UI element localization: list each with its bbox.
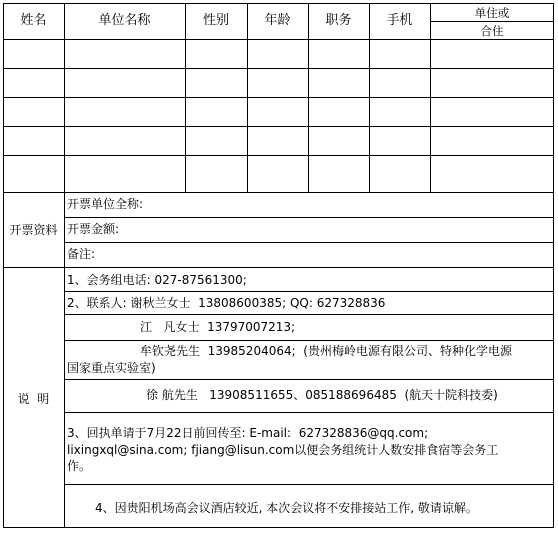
col-divider bbox=[369, 3, 370, 192]
notes-divider bbox=[64, 379, 554, 380]
col-divider bbox=[247, 3, 248, 192]
header-age: 年龄 bbox=[264, 13, 291, 28]
note-contact-xie: 2、联系人: 谢秋兰女士 13808600385; QQ: 627328836 bbox=[67, 296, 386, 310]
table-bottom-divider bbox=[3, 192, 554, 193]
row-divider bbox=[3, 126, 554, 127]
row-divider bbox=[3, 155, 554, 156]
border-right bbox=[553, 3, 554, 528]
notes-divider bbox=[64, 484, 554, 485]
header-position: 职务 bbox=[325, 13, 352, 28]
note-return-line3: 作。 bbox=[67, 459, 92, 473]
invoice-amount-label: 开票金额: bbox=[67, 222, 120, 236]
header-room-top: 单住或 bbox=[474, 6, 510, 20]
header-name: 姓名 bbox=[20, 13, 47, 28]
header-mobile: 手机 bbox=[386, 13, 413, 28]
header-unit: 单位名称 bbox=[98, 13, 151, 28]
notes-divider bbox=[64, 314, 554, 315]
invoice-label: 开票资料 bbox=[9, 223, 58, 237]
note-phone: 1、会务组电话: 027-87561300; bbox=[67, 273, 247, 287]
registration-form bbox=[3, 3, 554, 528]
border-top bbox=[3, 3, 554, 4]
notes-label: 说 明 bbox=[17, 392, 50, 406]
invoice-remark-label: 备注: bbox=[67, 247, 96, 261]
note-contact-xu: 徐 航先生 13908511655、085188696485 (航天十院科技委) bbox=[146, 388, 498, 402]
note-contact-jiang: 江 凡女士 13797007213; bbox=[140, 320, 296, 334]
invoice-company-label: 开票单位全称: bbox=[67, 197, 144, 211]
header-gender: 性别 bbox=[202, 13, 229, 28]
border-left bbox=[3, 3, 4, 528]
notes-divider bbox=[64, 412, 554, 413]
col-divider bbox=[308, 3, 309, 192]
col-divider bbox=[185, 3, 186, 192]
header-room-bottom: 合住 bbox=[480, 24, 504, 38]
border-bottom bbox=[3, 527, 554, 528]
note-return-line2: lixingxql@sina.com; fjiang@lisun.com以便会务组统计人数安排食宿等会务工 bbox=[67, 443, 499, 457]
col-divider bbox=[64, 3, 65, 192]
room-header-split bbox=[430, 21, 554, 22]
note-contact-mou-cont: 国家重点实验室) bbox=[67, 361, 156, 375]
note-return-line1: 3、回执单请于7月22日前回传至: E-mail: 627328836@qq.com; bbox=[67, 426, 429, 440]
note-pickup: 4、因贵阳机场高会议酒店较近, 本次会议将不安排接站工作, 敬请谅解。 bbox=[95, 501, 478, 515]
row-divider bbox=[3, 68, 554, 69]
notes-divider bbox=[64, 291, 554, 292]
row-divider bbox=[3, 97, 554, 98]
notes-divider bbox=[64, 340, 554, 341]
note-contact-mou: 牟钦尧先生 13985204064; (贵州梅岭电源有限公司、特种化学电源 bbox=[140, 344, 512, 358]
invoice-divider bbox=[64, 217, 554, 218]
invoice-divider bbox=[64, 242, 554, 243]
header-divider bbox=[3, 39, 554, 40]
invoice-bottom-divider bbox=[3, 267, 554, 268]
